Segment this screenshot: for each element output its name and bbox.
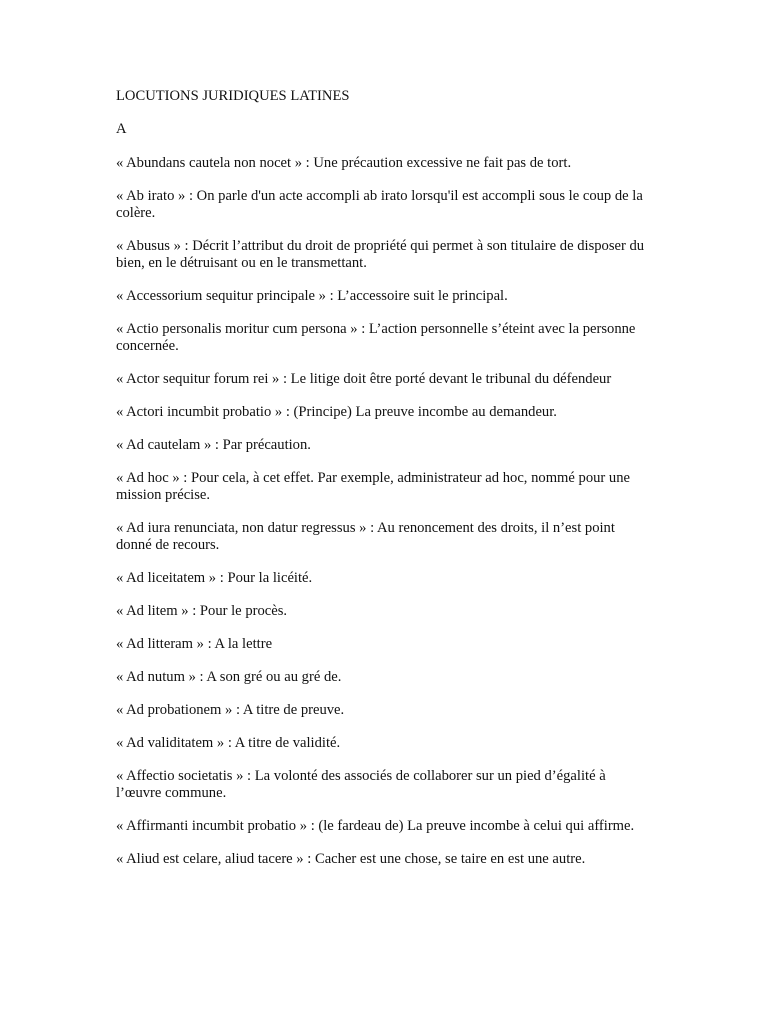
locution-entry: « Actio personalis moritur cum persona » : L’action personnelle s’éteint avec la personne concernée. — [116, 321, 636, 354]
locution-entry: « Ad nutum » : A son gré ou au gré de. — [116, 669, 342, 685]
locution-entry: « Abundans cautela non nocet » : Une précaution excessive ne fait pas de tort. — [116, 155, 572, 171]
locution-entry: « Actori incumbit probatio » : (Principe) La preuve incombe au demandeur. — [116, 404, 557, 420]
locution-entry: « Ad litem » : Pour le procès. — [116, 603, 288, 619]
locution-entry: « Affirmanti incumbit probatio » : (le fardeau de) La preuve incombe à celui qui affirme. — [116, 818, 635, 834]
locution-entry: « Ad cautelam » : Par précaution. — [116, 437, 311, 453]
locution-entry: « Ad litteram » : A la lettre — [116, 636, 273, 652]
locution-entry: « Ad validitatem » : A titre de validité. — [116, 735, 341, 751]
section-letter-heading: A — [116, 121, 127, 137]
locution-entry: « Aliud est celare, aliud tacere » : Cacher est une chose, se taire en est une autre. — [116, 851, 586, 867]
locution-entry: « Accessorium sequitur principale » : L’accessoire suit le principal. — [116, 288, 508, 304]
locution-entry: « Actor sequitur forum rei » : Le litige doit être porté devant le tribunal du défendeur — [116, 371, 612, 387]
locutions-list — [116, 155, 646, 884]
document-title: LOCUTIONS JURIDIQUES LATINES — [116, 88, 350, 104]
locution-entry: « Ad liceitatem » : Pour la licéité. — [116, 570, 313, 586]
locution-entry: « Abusus » : Décrit l’attribut du droit de propriété qui permet à son titulaire de disposer du bien, en le détruisant ou en le transmettant. — [116, 238, 645, 271]
locution-entry: « Ad probationem » : A titre de preuve. — [116, 702, 345, 718]
locution-entry: « Ad iura renunciata, non datur regressus » : Au renoncement des droits, il n’est point donné de recours. — [116, 520, 615, 553]
locution-entry: « Affectio societatis » : La volonté des associés de collaborer sur un pied d’égalité à l’œuvre commune. — [116, 768, 606, 801]
locution-entry: « Ad hoc » : Pour cela, à cet effet. Par exemple, administrateur ad hoc, nommé pour une mission précise. — [116, 470, 630, 503]
locution-entry: « Ab irato » : On parle d'un acte accompli ab irato lorsqu'il est accompli sous le coup de la colère. — [116, 188, 643, 221]
